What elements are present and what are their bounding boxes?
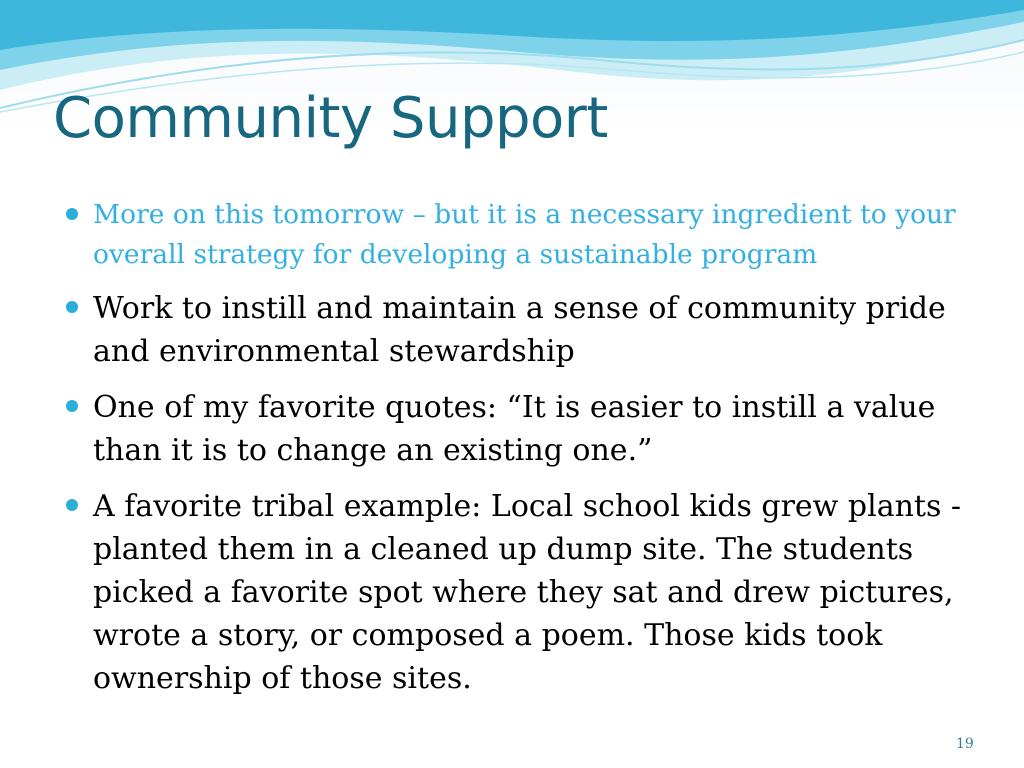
bullet-text: A favorite tribal example: Local school kids grew plants - planted them in a cleaned up dump site. The students picked a favorite spot where they sat and drew pictures, wrote a story, or composed a poem. Those kids took ownership of those sites. [93,489,962,696]
bullet-item [66,195,966,275]
bullet-dot-icon [66,499,78,511]
bullet-dot-icon [66,208,78,220]
page-number: 19 [956,736,974,752]
bullet-item [66,386,966,472]
bullet-item [66,287,966,373]
bullet-text: More on this tomorrow – but it is a necessary ingredient to your overall strategy for developing a sustainable program [93,199,956,270]
bullet-text: One of my favorite quotes: “It is easier to instill a value than it is to change an existing one.” [93,390,936,468]
bullet-dot-icon [66,400,78,412]
bullet-item [66,485,966,700]
slide-title: Community Support [53,86,608,151]
bullet-list [66,195,966,713]
bullet-text: Work to instill and maintain a sense of community pride and environmental stewardship [93,291,946,369]
bullet-dot-icon [66,301,78,313]
